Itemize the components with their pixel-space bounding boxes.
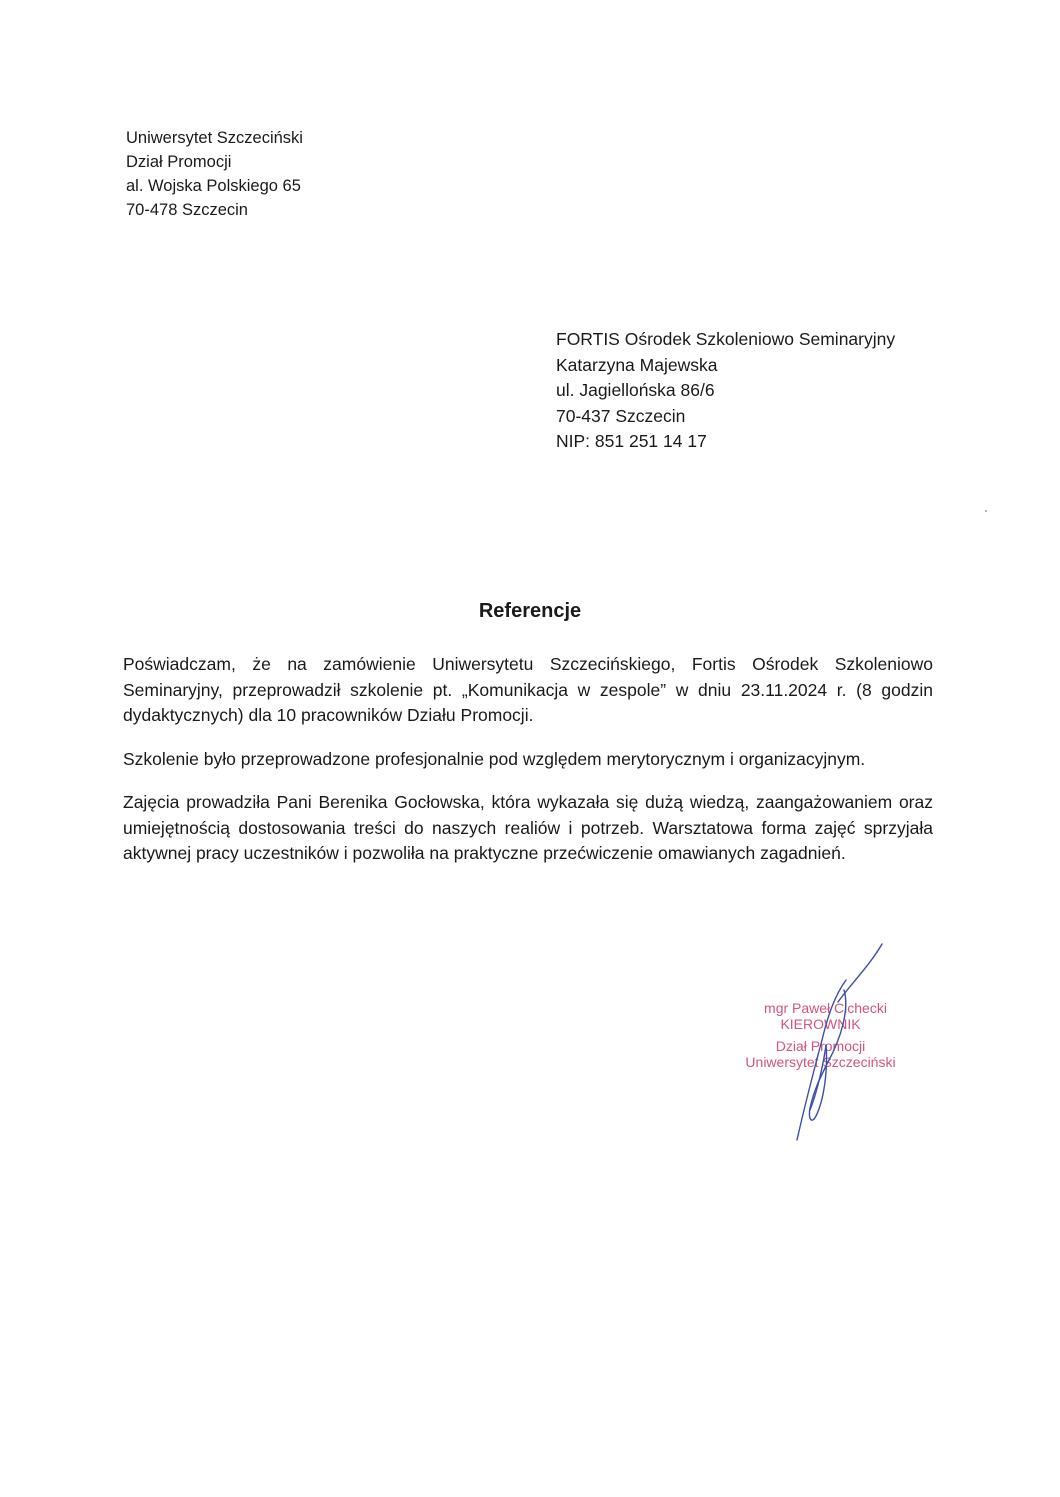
sender-line: al. Wojska Polskiego 65 — [126, 177, 301, 195]
recipient-line: FORTIS Ośrodek Szkoleniowo Seminaryjny — [556, 329, 896, 349]
stamp-line: Dział Promocji — [775, 1038, 866, 1054]
sender-address — [126, 126, 303, 222]
stamp-line: Uniwersytet Szczeciński — [745, 1054, 896, 1070]
body-paragraph: Zajęcia prowadziła Pani Berenika Gocłowska, która wykazała się dużą wiedzą, zaangażowaniem oraz umiejętnością dostosowania treści do naszych realiów i potrzeb. Warsztatowa forma zajęć sprzyjała aktywnej pracy uczestników i pozwoliła na praktyczne przećwiczenie omawianych zagadnień. — [123, 792, 933, 863]
recipient-line: NIP: 851 251 14 17 — [556, 431, 707, 451]
recipient-line: ul. Jagiellońska 86/6 — [556, 380, 715, 400]
stamp-line: mgr Paweł Cichecki — [764, 1000, 887, 1016]
letter-body — [123, 652, 933, 885]
stamp-line: KIEROWNIK — [780, 1016, 861, 1032]
recipient-line: Katarzyna Majewska — [556, 354, 718, 375]
scan-speck — [985, 510, 987, 512]
recipient-line: 70-437 Szczecin — [556, 405, 686, 426]
body-paragraph: Poświadczam, że na zamówienie Uniwersytetu Szczecińskiego, Fortis Ośrodek Szkoleniowo Seminaryjny, przeprowadził szkolenie pt. „Komunikacja w zespole” w dniu 23.11.2024 r. (8 godzin dydaktycznych) dla 10 pracowników Działu Promocji. — [123, 654, 933, 725]
document-title: Referencje — [478, 600, 582, 622]
sender-line: 70-478 Szczecin — [126, 201, 248, 219]
recipient-address — [556, 327, 895, 455]
sender-line: Dział Promocji — [126, 153, 232, 171]
handwritten-signature — [780, 940, 900, 1150]
body-paragraph: Szkolenie było przeprowadzone profesjonalnie pod względem merytorycznym i organizacyjnym. — [123, 748, 866, 769]
sender-line: Uniwersytet Szczeciński — [126, 129, 303, 147]
